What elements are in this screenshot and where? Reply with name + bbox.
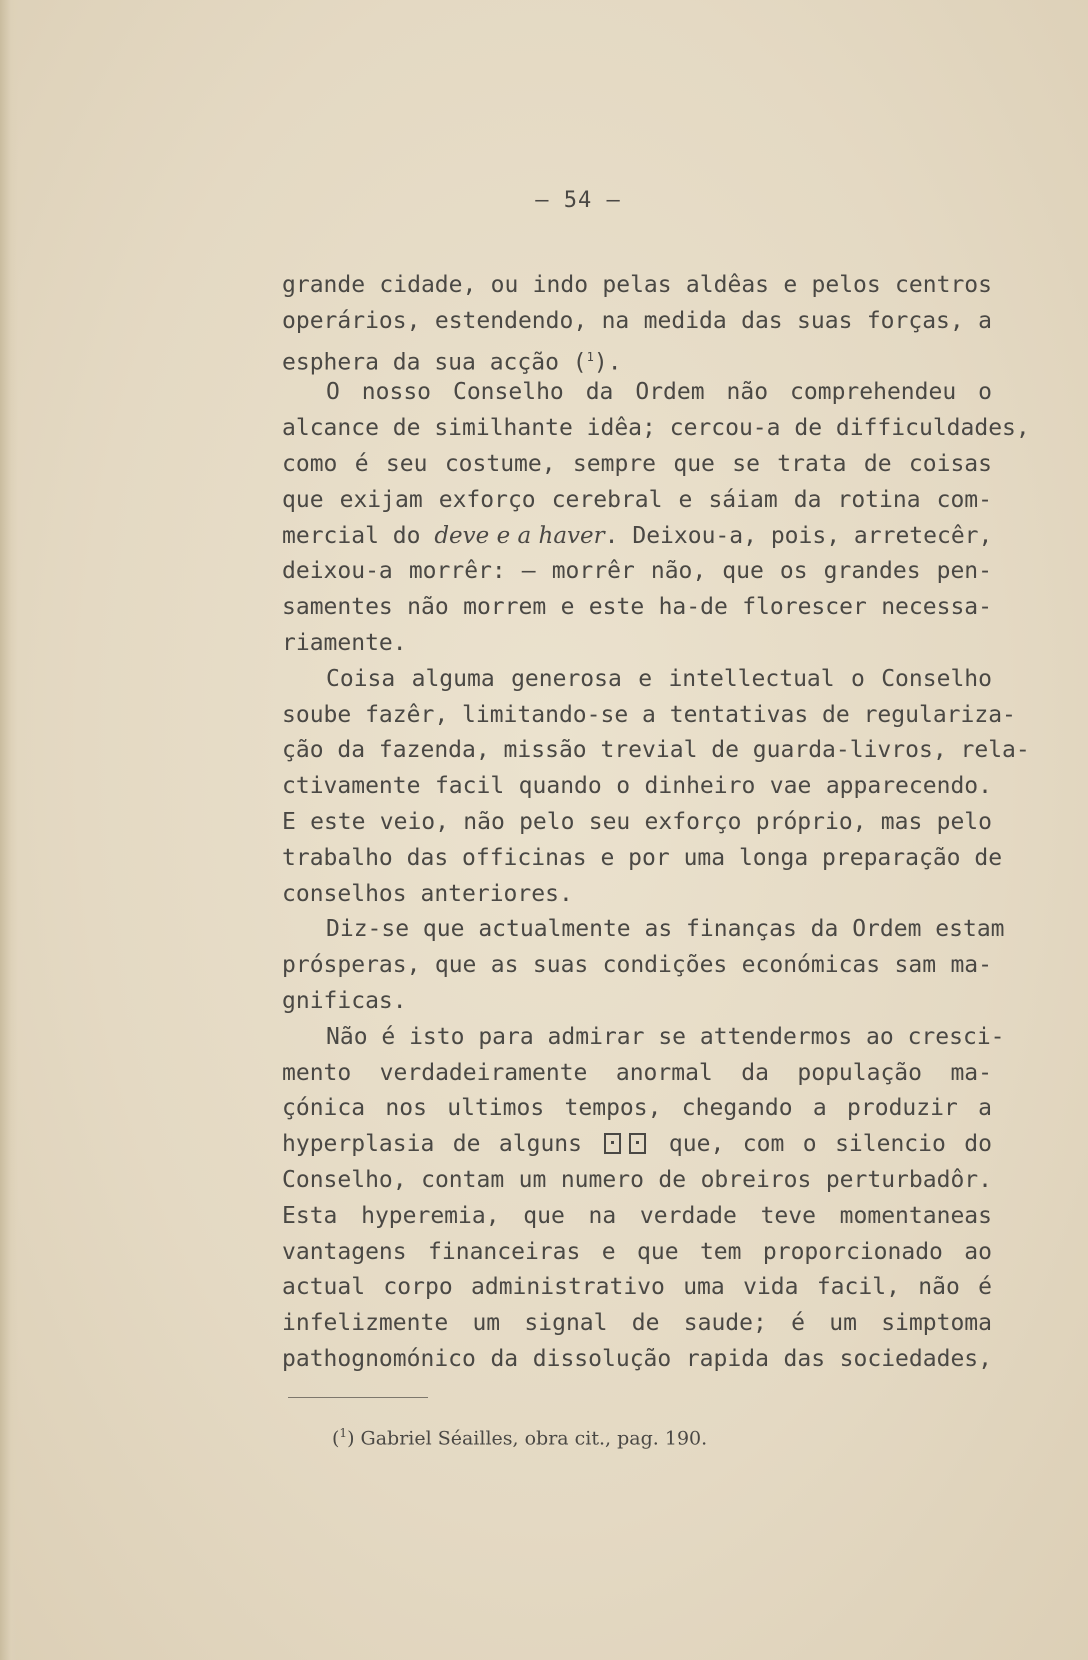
page-edge-shadow xyxy=(0,0,18,1660)
body-text xyxy=(282,268,1030,1378)
text-segment: Coisa alguma generosa e intellectual o Conselho xyxy=(326,665,992,692)
text-segment: samentes não morrem e este ha-de florescer necessa- xyxy=(282,594,992,621)
text-line xyxy=(282,626,992,662)
text-line xyxy=(282,948,992,984)
text-segment: mento verdadeiramente anormal da população ma- xyxy=(282,1059,992,1086)
text-line xyxy=(282,1306,992,1342)
masonic-lodge-icon xyxy=(629,1133,646,1154)
text-segment: actual corpo administrativo uma vida facil, não é xyxy=(282,1274,992,1301)
text-line xyxy=(282,340,992,376)
footnote-rule xyxy=(288,1397,428,1398)
text-line xyxy=(282,912,1005,948)
text-segment: deixou-a morrêr: — morrêr não, que os grandes pen- xyxy=(282,558,992,585)
text-line xyxy=(282,841,1003,877)
text-segment: como é seu costume, sempre que se trata de coisas xyxy=(282,450,992,477)
text-line xyxy=(282,590,992,626)
text-line xyxy=(282,447,992,483)
text-segment: ). xyxy=(593,349,622,376)
text-segment: gnificas. xyxy=(282,987,407,1014)
text-segment: Conselho, contam um numero de obreiros perturbadôr. xyxy=(282,1166,992,1193)
text-line xyxy=(282,662,992,698)
text-segment: vantagens financeiras e que tem proporcionado ao xyxy=(282,1238,992,1265)
text-line xyxy=(282,375,992,411)
text-line xyxy=(282,733,1030,769)
text-line xyxy=(282,769,992,805)
text-segment: pathognomónico da dissolução rapida das sociedades, xyxy=(282,1345,992,1372)
text-line xyxy=(282,519,992,555)
text-segment: operários, estendendo, na medida das suas forças, a xyxy=(282,307,992,334)
text-segment: prósperas, que as suas condições económicas sam ma- xyxy=(282,952,992,979)
text-line xyxy=(282,1235,992,1271)
text-segment: conselhos anteriores. xyxy=(282,880,573,907)
text-segment: soube fazêr, limitando-se a tentativas de regulariza- xyxy=(282,701,1016,728)
text-line xyxy=(282,1091,992,1127)
text-segment: trabalho das officinas e por uma longa preparação de xyxy=(282,844,1003,871)
text-segment: E este veio, não pelo seu exforço próprio, mas pelo xyxy=(282,808,992,835)
text-line xyxy=(282,984,992,1020)
text-line xyxy=(282,1127,992,1163)
text-segment: hyperplasia de alguns xyxy=(282,1131,601,1158)
text-line xyxy=(282,877,992,913)
text-segment: mercial do xyxy=(282,522,435,549)
text-line xyxy=(282,1270,992,1306)
text-line xyxy=(282,1163,992,1199)
text-segment: Diz-se que actualmente as finanças da Ordem estam xyxy=(326,916,1005,943)
text-line xyxy=(282,1342,992,1378)
text-segment: . Deixou-a, pois, arretecêr, xyxy=(604,522,993,549)
text-line xyxy=(282,1020,1005,1056)
text-segment: ção da fazenda, missão trevial de guarda-livros, rela- xyxy=(282,737,1030,764)
text-segment: çónica nos ultimos tempos, chegando a produzir a xyxy=(282,1095,992,1122)
text-segment: O nosso Conselho da Ordem não comprehendeu o xyxy=(326,379,992,406)
footnote: ($^1$) Gabriel Séailles, obra cit., pag. 190. xyxy=(332,1426,708,1450)
text-line xyxy=(282,1199,992,1235)
text-segment: riamente. xyxy=(282,629,407,656)
page-number: — 54 — xyxy=(535,188,621,213)
footnote-marker: 1 xyxy=(339,1426,348,1440)
text-line xyxy=(282,268,992,304)
text-line xyxy=(282,483,992,519)
text-segment: esphera da sua acção ( xyxy=(282,349,587,376)
text-segment: Não é isto para admirar se attendermos ao cresci- xyxy=(326,1023,1005,1050)
text-segment: Esta hyperemia, que na verdade teve momentaneas xyxy=(282,1202,992,1229)
text-line xyxy=(282,411,1030,447)
text-segment: grande cidade, ou indo pelas aldêas e pelos centros xyxy=(282,272,992,298)
text-segment: que exijam exforço cerebral e sáiam da rotina com- xyxy=(282,486,992,513)
text-segment: alcance de similhante idêa; cercou-a de difficuldades, xyxy=(282,415,1030,442)
text-line xyxy=(282,805,992,841)
italic-phrase: deve e a haver xyxy=(434,522,605,549)
text-line xyxy=(282,698,1016,734)
text-segment: que, com o silencio do xyxy=(650,1131,992,1158)
text-segment: ctivamente facil quando o dinheiro vae apparecendo. xyxy=(282,773,992,800)
footnote-text: Gabriel Séailles, obra cit., pag. 190. xyxy=(354,1427,708,1450)
text-line xyxy=(282,1056,992,1092)
footnote-reference: 1 xyxy=(586,349,594,364)
text-segment: infelizmente um signal de saude; é um simptoma xyxy=(282,1310,992,1337)
text-line xyxy=(282,304,992,340)
text-line xyxy=(282,554,992,590)
masonic-lodge-icon xyxy=(604,1133,621,1154)
